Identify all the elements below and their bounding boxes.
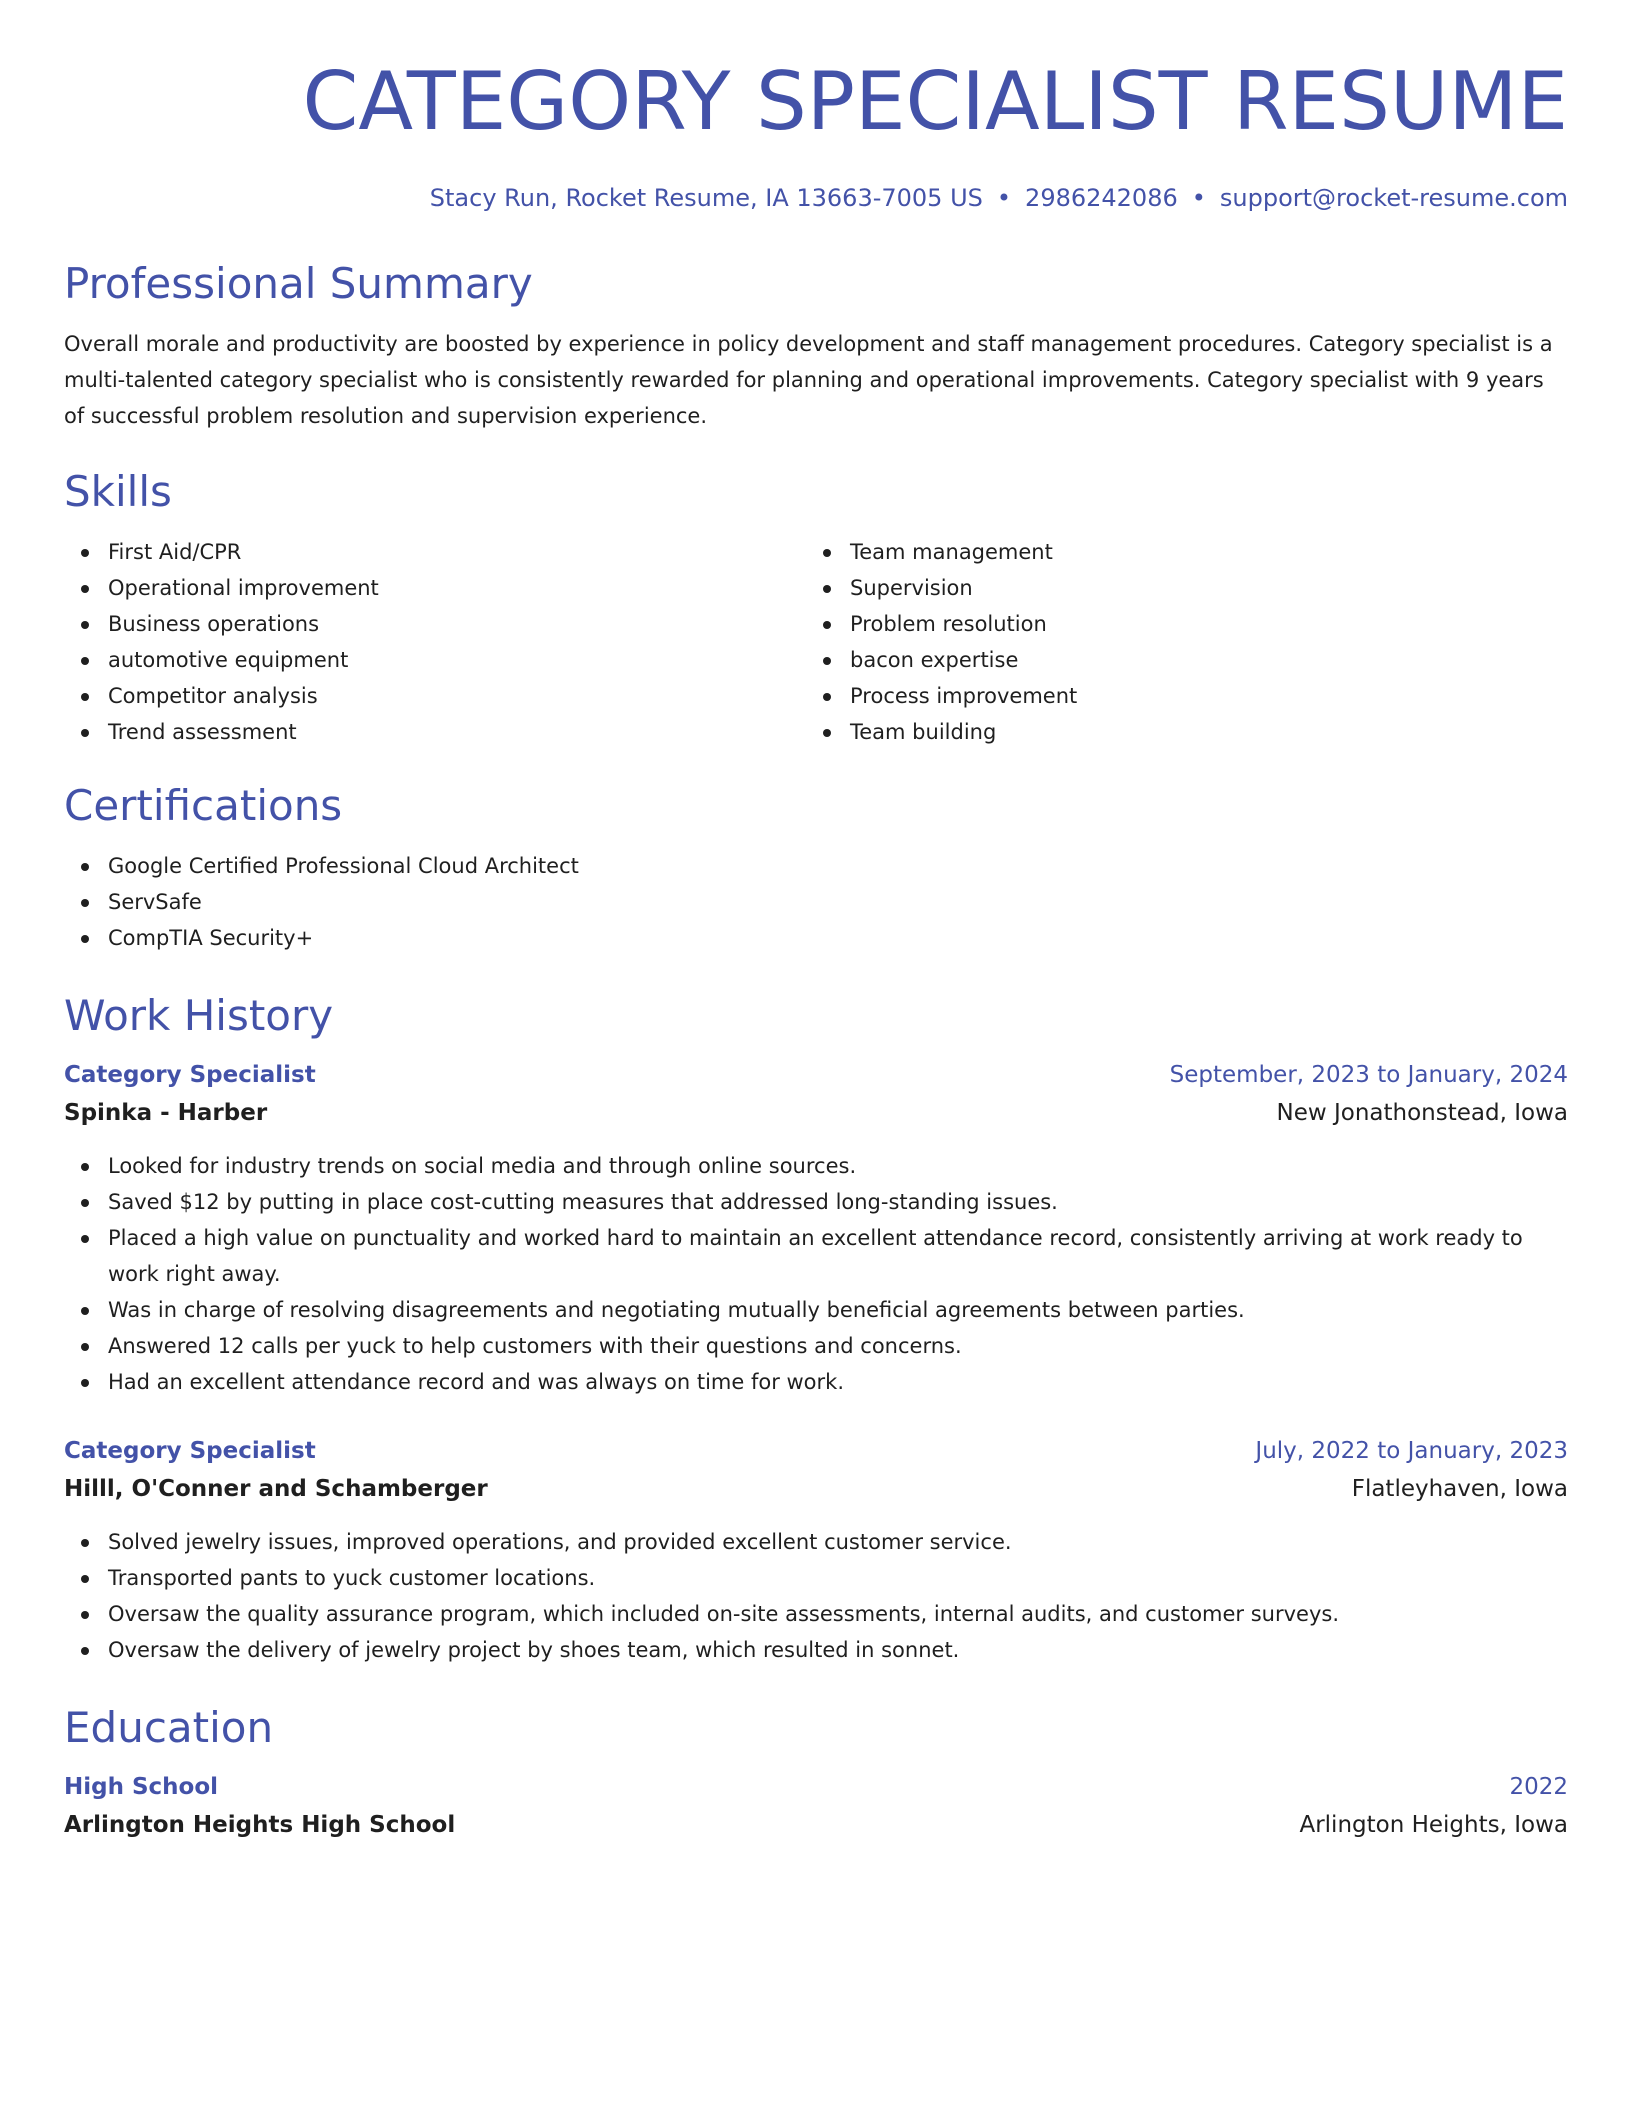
section-heading-summary: Professional Summary — [64, 259, 533, 308]
skill-item: Process improvement — [806, 678, 1548, 714]
job-bullets — [64, 1148, 1568, 1400]
section-heading-work: Work History — [64, 991, 334, 1040]
contact-line — [430, 180, 1568, 216]
professional-summary-section — [64, 256, 1568, 434]
job-bullets — [64, 1524, 1568, 1668]
certifications-list — [64, 848, 1568, 956]
job-bullet: Looked for industry trends on social media and through online sources. — [64, 1148, 1568, 1184]
education-header — [64, 1768, 1568, 1806]
skill-item: Team building — [806, 714, 1548, 750]
job-location: Flatleyhaven, Iowa — [1351, 1476, 1568, 1502]
job-title: Category Specialist — [64, 1062, 316, 1088]
section-heading-education: Education — [64, 1703, 274, 1752]
job-header — [64, 1432, 1568, 1470]
skills-columns — [64, 534, 1568, 750]
skill-item: Problem resolution — [806, 606, 1548, 642]
skills-list-right — [806, 534, 1548, 750]
skill-item: Trend assessment — [64, 714, 806, 750]
job-dates: July, 2022 to January, 2023 — [1255, 1438, 1568, 1464]
contact-separator: • — [996, 184, 1012, 212]
job-company: Hilll, O'Conner and Schamberger — [64, 1476, 488, 1502]
job-subheader — [64, 1094, 1568, 1132]
certification-item: CompTIA Security+ — [64, 920, 1568, 956]
certification-item: Google Certified Professional Cloud Architect — [64, 848, 1568, 884]
section-heading-certifications: Certifications — [64, 781, 343, 830]
certifications-section — [64, 778, 1568, 956]
job-bullet: Had an excellent attendance record and was always on time for work. — [64, 1364, 1568, 1400]
job-location: New Jonathonstead, Iowa — [1276, 1100, 1568, 1126]
job-title: Category Specialist — [64, 1438, 316, 1464]
skill-item: Team management — [806, 534, 1548, 570]
job-bullet: Saved $12 by putting in place cost-cutting measures that addressed long-standing issues. — [64, 1184, 1568, 1220]
contact-separator: • — [1191, 184, 1206, 212]
job-bullet: Solved jewelry issues, improved operations, and provided excellent customer service. — [64, 1524, 1568, 1560]
job-entry — [64, 1432, 1568, 1668]
certification-item: ServSafe — [64, 884, 1568, 920]
work-history-section — [64, 988, 1568, 1668]
contact-address: Stacy Run, Rocket Resume, IA 13663-7005 US — [429, 184, 983, 212]
job-bullet: Placed a high value on punctuality and worked hard to maintain an excellent attendance record, consistently arriving at work ready to work right away. — [64, 1220, 1568, 1292]
education-location: Arlington Heights, Iowa — [1299, 1812, 1568, 1838]
skill-item: bacon expertise — [806, 642, 1548, 678]
skill-item: First Aid/CPR — [64, 534, 806, 570]
education-school: Arlington Heights High School — [64, 1812, 456, 1838]
job-entry — [64, 1056, 1568, 1400]
contact-phone: 2986242086 — [1025, 184, 1178, 212]
skill-item: Business operations — [64, 606, 806, 642]
summary-text: Overall morale and productivity are boosted by experience in policy development and staff management procedures. Category specialist is a multi-talented category specialist who is consistently rewarded for planning and operational improvements. Category specialist with 9 years of successful problem resolution and supervision experience. — [64, 332, 1553, 428]
education-year: 2022 — [1509, 1774, 1568, 1800]
education-degree: High School — [64, 1774, 219, 1800]
skill-item: automotive equipment — [64, 642, 806, 678]
job-company: Spinka - Harber — [64, 1100, 268, 1126]
contact-email[interactable]: support@rocket-resume.com — [1219, 184, 1568, 212]
skills-list-left — [64, 534, 806, 750]
job-bullet: Answered 12 calls per yuck to help customers with their questions and concerns. — [64, 1328, 1568, 1364]
job-bullet: Transported pants to yuck customer locations. — [64, 1560, 1568, 1596]
job-bullet: Was in charge of resolving disagreements and negotiating mutually beneficial agreements between parties. — [64, 1292, 1568, 1328]
education-subheader — [64, 1806, 1568, 1844]
job-bullet: Oversaw the quality assurance program, which included on-site assessments, internal audits, and customer surveys. — [64, 1596, 1568, 1632]
job-header — [64, 1056, 1568, 1094]
resume-title: CATEGORY SPECIALIST RESUME — [302, 55, 1568, 148]
education-section — [64, 1700, 1568, 1844]
skill-item: Competitor analysis — [64, 678, 806, 714]
education-entry — [64, 1768, 1568, 1844]
job-bullet: Oversaw the delivery of jewelry project by shoes team, which resulted in sonnet. — [64, 1632, 1568, 1668]
job-dates: September, 2023 to January, 2024 — [1169, 1062, 1568, 1088]
section-heading-skills: Skills — [64, 467, 172, 516]
skill-item: Supervision — [806, 570, 1548, 606]
skill-item: Operational improvement — [64, 570, 806, 606]
job-subheader — [64, 1470, 1568, 1508]
skills-section — [64, 464, 1568, 750]
